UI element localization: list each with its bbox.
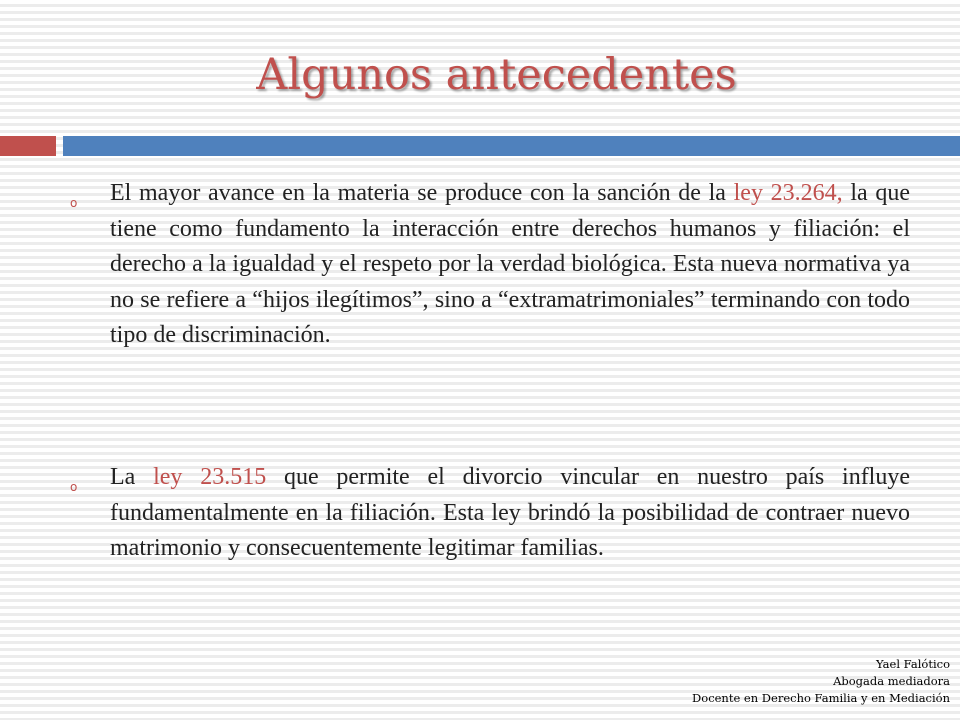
author-position: Docente en Derecho Familia y en Mediación [692, 691, 950, 705]
bullet-marker: o [70, 480, 78, 494]
bullet-text-1 [110, 176, 910, 354]
author-role: Abogada mediadora [833, 674, 950, 688]
bullet-text-part: que permite el divorcio vincular en nuestro país influye fundamentalmente en la filiación. Esta ley brindó la posibilidad de contraer nuevo matrimonio y consecuentemente legitimar familias. [110, 464, 911, 562]
author-name: Yael Falótico [875, 657, 950, 671]
bullet-text-part: la que tiene como fundamento la interacción entre derechos humanos y filiación: el derecho a la igualdad y el respeto por la verdad biológica. Esta nueva normativa ya no se refiere a “hijos ilegítimos”, sino a “extramatrimoniales” terminando con todo tipo de discriminación. [110, 180, 910, 349]
slide-title: Algunos antecedentes [256, 50, 737, 100]
bullet-text-part: El mayor avance en la materia se produce con la sanción de la [110, 180, 734, 206]
law-reference: ley 23.264, [733, 180, 843, 206]
bullet-text-part: La [110, 464, 154, 490]
title-divider-red [0, 136, 56, 156]
bullet-text-2 [110, 460, 910, 567]
title-divider-blue [63, 136, 960, 156]
author-footer [692, 656, 950, 707]
bullet-marker: o [70, 196, 78, 210]
law-reference: ley 23.515 [153, 464, 267, 490]
